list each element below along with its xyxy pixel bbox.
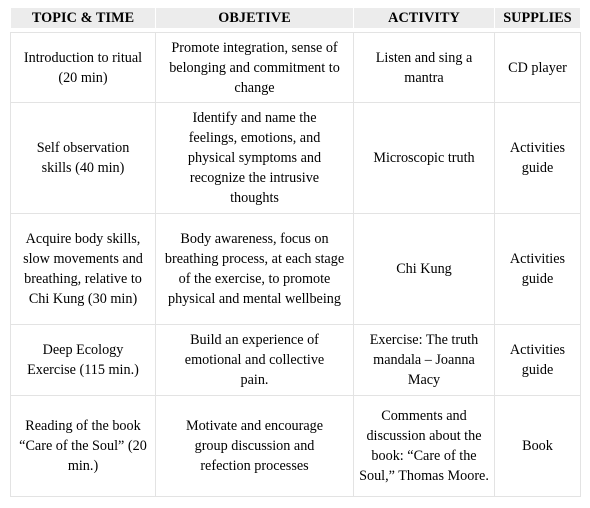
topic-text: Self observation skills (40 min) (36, 140, 130, 176)
topic-cell (11, 396, 156, 497)
activity-text: Chi Kung (396, 261, 452, 277)
objective-text: Motivate and encourage group discussion and refection processes (185, 418, 324, 474)
activity-cell (354, 33, 495, 103)
header-row (11, 8, 581, 29)
table-row (11, 33, 581, 103)
topic-cell (11, 33, 156, 103)
objective-text: Identify and name the feelings, emotions, and physical symptoms and recognize the intrusive thoughts (187, 110, 322, 206)
topic-text: Introduction to ritual (20 min) (23, 49, 143, 86)
supplies-text: Book (522, 438, 553, 454)
activity-cell (354, 396, 495, 497)
table-row (11, 103, 581, 214)
activity-cell (354, 103, 495, 214)
supplies-text: Activities guide (509, 342, 566, 378)
topic-text: Deep Ecology Exercise (115 min.) (27, 342, 139, 378)
topic-text: Reading of the book “Care of the Soul” (20 min.) (19, 418, 147, 474)
supplies-cell (495, 103, 581, 214)
objective-cell (156, 396, 354, 497)
topic-cell (11, 103, 156, 214)
supplies-cell (495, 396, 581, 497)
activity-text: Microscopic truth (373, 150, 475, 166)
activity-cell (354, 214, 495, 325)
supplies-text: CD player (508, 59, 567, 76)
activity-text: Exercise: The truth mandala – Joanna Macy (369, 332, 479, 388)
objective-cell (156, 214, 354, 325)
supplies-cell (495, 325, 581, 396)
objective-cell (156, 325, 354, 396)
topic-cell (11, 325, 156, 396)
header-supplies: SUPPLIES (495, 8, 581, 29)
table-header (11, 8, 581, 29)
table-row (11, 396, 581, 497)
objective-cell (156, 33, 354, 103)
table-body (11, 29, 581, 497)
activity-cell (354, 325, 495, 396)
table-row (11, 214, 581, 325)
activity-text: Listen and sing a mantra (375, 49, 473, 86)
topic-text: Acquire body skills, slow movements and breathing, relative to Chi Kung (30 min) (23, 231, 143, 307)
supplies-text: Activities guide (509, 251, 566, 287)
topic-cell (11, 214, 156, 325)
objective-cell (156, 103, 354, 214)
supplies-cell (495, 214, 581, 325)
supplies-cell (495, 33, 581, 103)
header-activity: ACTIVITY (354, 8, 495, 29)
objective-text: Body awareness, focus on breathing process, at each stage of the exercise, to promote physical and mental wellbeing (164, 231, 345, 307)
header-topic-time: TOPIC & TIME (11, 8, 156, 29)
objective-text: Promote integration, sense of belonging and commitment to change (169, 39, 340, 96)
ritual-activities-table (10, 8, 581, 497)
activity-text: Comments and discussion about the book: “Care of the Soul,” Thomas Moore. (359, 408, 489, 484)
supplies-text: Activities guide (509, 140, 566, 176)
table-row (11, 325, 581, 396)
header-objective: OBJETIVE (156, 8, 354, 29)
objective-text: Build an experience of emotional and collective pain. (184, 332, 325, 388)
